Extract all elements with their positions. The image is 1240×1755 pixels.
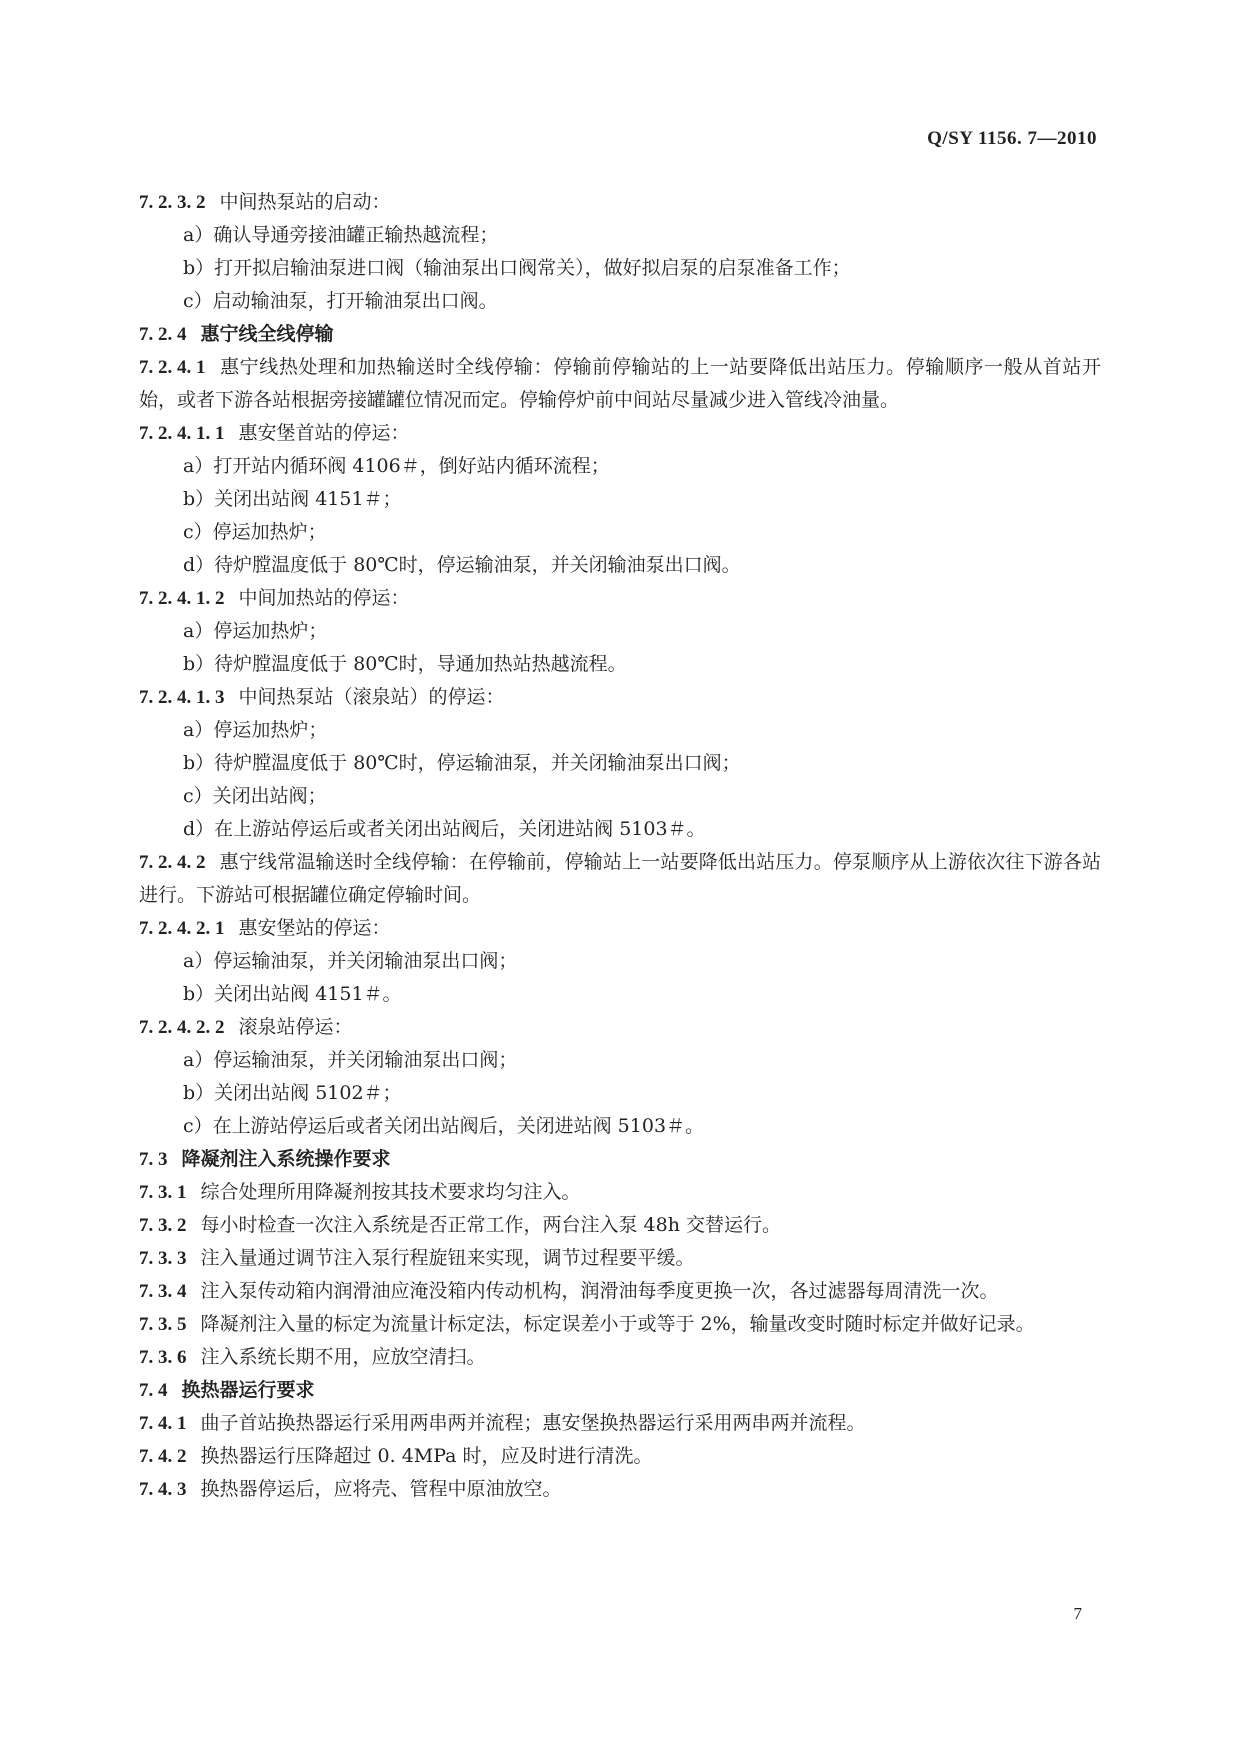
clause-number: 7. 2. 4. 2	[139, 852, 206, 873]
clause-text: 曲子首站换热器运行采用两串两并流程；惠安堡换热器运行采用两串两并流程。	[200, 1412, 866, 1434]
clause-text: 综合处理所用降凝剂按其技术要求均匀注入。	[200, 1181, 581, 1203]
clause-number: 7. 3. 1	[139, 1182, 187, 1203]
list-item: a）确认导通旁接油罐正输热越流程；	[183, 224, 499, 246]
clause-7-3-3	[139, 1242, 1101, 1275]
list-item: b）关闭出站阀 4151＃；	[183, 488, 402, 510]
clause-text: 惠安堡首站的停运：	[238, 422, 410, 444]
heading-title: 惠宁线全线停输	[200, 323, 334, 345]
section-heading-7-3	[139, 1143, 1101, 1176]
clause-text: 注入量通过调节注入泵行程旋钮来实现，调节过程要平缓。	[200, 1247, 695, 1269]
clause-number: 7. 4. 1	[139, 1413, 187, 1434]
clause-text: 惠安堡站的停运：	[238, 917, 391, 939]
list-item: b）打开拟启输油泵进口阀（输油泵出口阀常关），做好拟启泵的启泵准备工作；	[183, 257, 851, 279]
heading-number: 7. 2. 4	[139, 324, 187, 345]
clause-7-2-4-2	[139, 846, 1101, 912]
clause-number: 7. 2. 4. 1	[139, 357, 206, 378]
clause-7-3-6	[139, 1341, 1101, 1374]
clause-number: 7. 2. 4. 2. 1	[139, 918, 225, 939]
heading-title: 降凝剂注入系统操作要求	[181, 1148, 391, 1170]
clause-number: 7. 2. 4. 1. 3	[139, 687, 225, 708]
clause-text: 注入系统长期不用，应放空清扫。	[200, 1346, 486, 1368]
clause-7-2-4-2-2	[139, 1011, 1101, 1044]
clause-text: 惠宁线常温输送时全线停输：在停输前，停输站上一站要降低出站压力。停泵顺序从上游依次往下游各站进行。下游站可根据罐位确定停输时间。	[139, 851, 1101, 906]
clause-text: 降凝剂注入量的标定为流量计标定法，标定误差小于或等于 2%，输量改变时随时标定并做好记录。	[200, 1313, 1035, 1335]
list-item: d）待炉膛温度低于 80℃时，停运输油泵，并关闭输油泵出口阀。	[183, 554, 741, 576]
clause-text: 注入泵传动箱内润滑油应淹没箱内传动机构，润滑油每季度更换一次，各过滤器每周清洗一次。	[200, 1280, 999, 1302]
clause-text: 中间加热站的停运：	[238, 587, 410, 609]
clause-text: 中间热泵站（滚泉站）的停运：	[238, 686, 505, 708]
list-item: b）关闭出站阀 4151＃。	[183, 983, 402, 1005]
clause-text: 滚泉站停运：	[238, 1016, 353, 1038]
list-item: b）关闭出站阀 5102＃；	[183, 1082, 402, 1104]
document-body	[139, 186, 1101, 1506]
heading-title: 换热器运行要求	[181, 1379, 315, 1401]
clause-text: 中间热泵站的启动：	[219, 191, 391, 213]
clause-text: 换热器停运后，应将壳、管程中原油放空。	[200, 1478, 562, 1500]
clause-7-2-4-1-3	[139, 681, 1101, 714]
clause-7-2-4-1	[139, 351, 1101, 417]
clause-7-2-4-1-1	[139, 417, 1101, 450]
section-heading-7-2-4	[139, 318, 1101, 351]
clause-7-2-3-2	[139, 186, 1101, 219]
clause-number: 7. 4. 3	[139, 1479, 187, 1500]
list-item: a）停运输油泵，并关闭输油泵出口阀；	[183, 1049, 518, 1071]
list-item: a）打开站内循环阀 4106＃，倒好站内循环流程；	[183, 455, 610, 477]
list-item: c）启动输油泵，打开输油泵出口阀。	[183, 290, 498, 312]
clause-number: 7. 2. 4. 2. 2	[139, 1017, 225, 1038]
page-number: 7	[1073, 1604, 1082, 1623]
section-heading-7-4	[139, 1374, 1101, 1407]
clause-number: 7. 3. 6	[139, 1347, 187, 1368]
clause-text: 每小时检查一次注入系统是否正常工作，两台注入泵 48h 交替运行。	[200, 1214, 781, 1236]
list-item: c）停运加热炉；	[183, 521, 327, 543]
clause-number: 7. 2. 4. 1. 1	[139, 423, 225, 444]
list-item: c）关闭出站阀；	[183, 785, 327, 807]
list-item: b）待炉膛温度低于 80℃时，停运输油泵，并关闭输油泵出口阀；	[183, 752, 741, 774]
clause-number: 7. 3. 5	[139, 1314, 187, 1335]
list-item: d）在上游站停运后或者关闭出站阀后，关闭进站阀 5103＃。	[183, 818, 706, 840]
clause-7-4-2	[139, 1440, 1101, 1473]
clause-text: 惠宁线热处理和加热输送时全线停输：停输前停输站的上一站要降低出站压力。停输顺序一般从首站开始，或者下游各站根据旁接罐罐位情况而定。停输停炉前中间站尽量减少进入管线冷油量。	[139, 356, 1101, 411]
clause-7-3-1	[139, 1176, 1101, 1209]
clause-number: 7. 3. 2	[139, 1215, 187, 1236]
clause-number: 7. 3. 4	[139, 1281, 187, 1302]
clause-7-2-4-1-2	[139, 582, 1101, 615]
list-item: a）停运加热炉；	[183, 719, 328, 741]
clause-number: 7. 4. 2	[139, 1446, 187, 1467]
clause-7-2-4-2-1	[139, 912, 1101, 945]
clause-7-4-1	[139, 1407, 1101, 1440]
clause-7-3-5	[139, 1308, 1101, 1341]
list-item: a）停运加热炉；	[183, 620, 328, 642]
list-item: a）停运输油泵，并关闭输油泵出口阀；	[183, 950, 518, 972]
clause-number: 7. 2. 3. 2	[139, 192, 206, 213]
document-code: Q/SY 1156. 7—2010	[927, 128, 1097, 149]
list-item: c）在上游站停运后或者关闭出站阀后，关闭进站阀 5103＃。	[183, 1115, 705, 1137]
list-item: b）待炉膛温度低于 80℃时，导通加热站热越流程。	[183, 653, 627, 675]
heading-number: 7. 4	[139, 1380, 168, 1401]
clause-7-3-2	[139, 1209, 1101, 1242]
clause-number: 7. 2. 4. 1. 2	[139, 588, 225, 609]
clause-number: 7. 3. 3	[139, 1248, 187, 1269]
heading-number: 7. 3	[139, 1149, 168, 1170]
clause-7-4-3	[139, 1473, 1101, 1506]
clause-text: 换热器运行压降超过 0. 4MPa 时，应及时进行清洗。	[200, 1445, 653, 1467]
clause-7-3-4	[139, 1275, 1101, 1308]
